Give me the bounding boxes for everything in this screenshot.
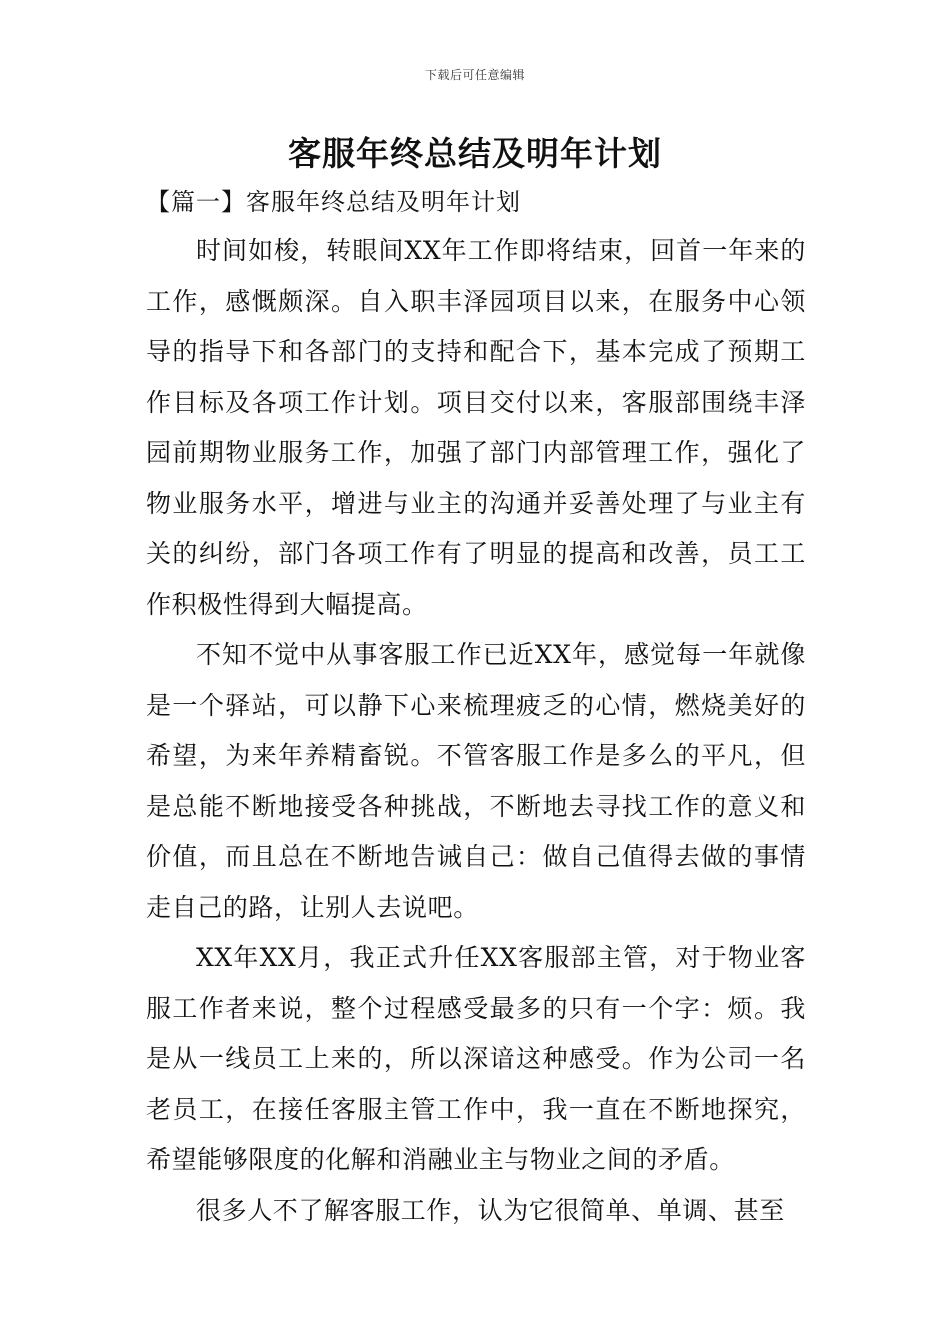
paragraph-1: 时间如梭，转眼间XX年工作即将结束，回首一年来的工作，感慨颇深。自入职丰泽园项目以来，在服务中心领导的指导下和各部门的支持和配合下，基本完成了预期工作目标及各项工作计划。项目交付以来，客服部围绕丰泽园前期物业服务工作，加强了部门内部管理工作，强化了物业服务水平，增进与业主的沟通并妥善处理了与业主有关的纠纷，部门各项工作有了明显的提高和改善，员工工作积极性得到大幅提高。 [146, 236, 806, 619]
body-text [146, 226, 806, 1236]
paragraph-4: 很多人不了解客服工作，认为它很简单、单调、甚至 [196, 1195, 785, 1225]
header-note: 下载后可任意编辑 [424, 68, 525, 82]
paragraph-3: XX年XX月，我正式升任XX客服部主管，对于物业客服工作者来说，整个过程感受最多的只有一个字：烦。我是从一线员工上来的，所以深谙这种感受。作为公司一名老员工，在接任客服主管工作中，我一直在不断地探究，希望能够限度的化解和消融业主与物业之间的矛盾。 [146, 943, 806, 1174]
section-heading: 【篇一】客服年终总结及明年计划 [146, 188, 521, 216]
paragraph-2: 不知不觉中从事客服工作已近XX年，感觉每一年就像是一个驿站，可以静下心来梳理疲乏的心情，燃烧美好的希望，为来年养精畜锐。不管客服工作是多么的平凡，但是总能不断地接受各种挑战，不断地去寻找工作的意义和价值，而且总在不断地告诫自己：做自己值得去做的事情走自己的路，让别人去说吧。 [146, 640, 806, 922]
document-title: 客服年终总结及明年计划 [288, 134, 662, 173]
